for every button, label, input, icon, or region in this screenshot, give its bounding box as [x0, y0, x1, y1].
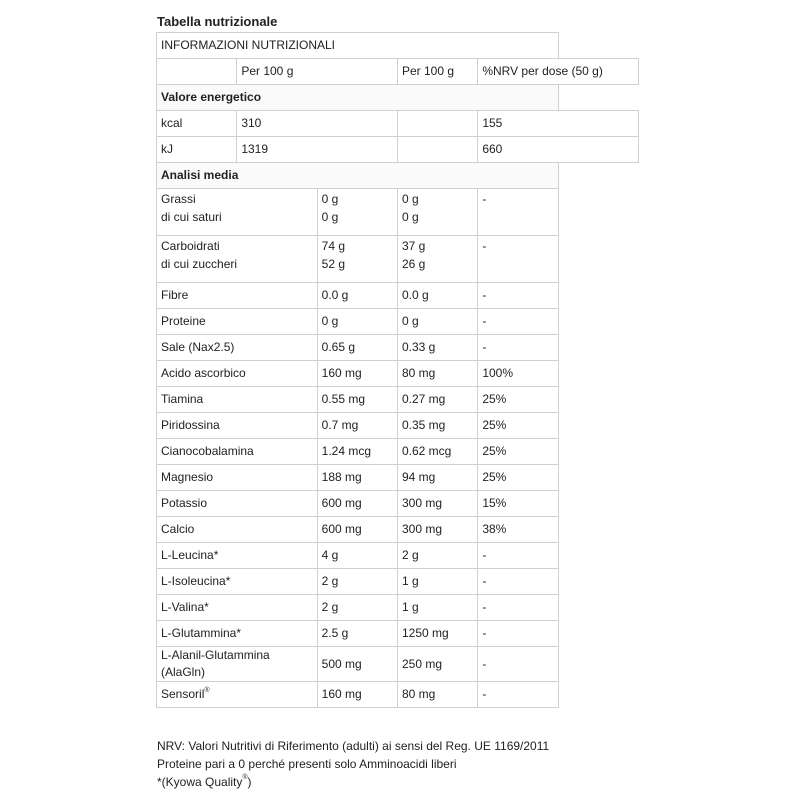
- table-header: INFORMAZIONI NUTRIZIONALI: [157, 33, 559, 59]
- nutrient-nrv: -: [478, 621, 558, 647]
- nutrient-dose: 0.27 mg: [397, 387, 477, 413]
- nutrient-nrv: 100%: [478, 361, 558, 387]
- energy-row: [157, 137, 639, 163]
- nutrient-name: Proteine: [157, 309, 318, 335]
- nutrient-per100: 2 g: [317, 595, 397, 621]
- energy-dose: 155: [478, 111, 639, 137]
- nutrient-per100: 600 mg: [317, 517, 397, 543]
- nutrient-per100: 4 g: [317, 543, 397, 569]
- nutrient-nrv: -: [478, 595, 558, 621]
- nutrient-dose: 250 mg: [397, 647, 477, 682]
- nutrient-per100: [317, 189, 397, 236]
- footnote-proteine: Proteine pari a 0 perché presenti solo Amminoacidi liberi: [157, 757, 457, 771]
- nutrient-per100: [317, 236, 397, 283]
- nutrient-per100-line: 0 g: [321, 210, 339, 224]
- nutrient-dose-line: 0 g: [401, 210, 419, 224]
- section-row: [157, 85, 639, 111]
- nutrient-row: [157, 413, 639, 439]
- nutrient-name: Magnesio: [157, 465, 318, 491]
- energy-unit: kJ: [157, 137, 237, 163]
- nutrient-dose-line: 0 g: [401, 192, 419, 206]
- nutrient-name: Calcio: [157, 517, 318, 543]
- nutrient-row: [157, 335, 639, 361]
- nutrient-name-line: di cui saturi: [161, 210, 222, 224]
- footnote-kyowa-close: ): [247, 775, 252, 789]
- nutrient-name: Piridossina: [157, 413, 318, 439]
- nutrient-per100: 160 mg: [317, 361, 397, 387]
- nutrient-row: [157, 465, 639, 491]
- nutrient-dose: 0.62 mcg: [397, 439, 477, 465]
- nutrient-name: [157, 236, 318, 283]
- nutrient-per100: 0.0 g: [317, 283, 397, 309]
- nutrient-dose: [397, 236, 477, 283]
- section-title-energy: Valore energetico: [157, 85, 559, 111]
- nutrient-name: Tiamina: [157, 387, 318, 413]
- nutrient-dose: 1 g: [397, 595, 477, 621]
- nutrient-name: Potassio: [157, 491, 318, 517]
- nutrient-per100: 0 g: [317, 309, 397, 335]
- column-header-nrv: %NRV per dose (50 g): [478, 59, 639, 85]
- energy-per100: 310: [237, 111, 398, 137]
- nutrient-row: [157, 309, 639, 335]
- energy-unit: kcal: [157, 111, 237, 137]
- nutrient-nrv: -: [478, 335, 558, 361]
- nutrient-per100-line: 52 g: [321, 257, 346, 271]
- nutrient-row: [157, 283, 639, 309]
- nutrient-dose: 1 g: [397, 569, 477, 595]
- nutrient-dose: 0.0 g: [397, 283, 477, 309]
- nutrient-name: [157, 682, 318, 708]
- nutrient-per100: 1.24 mcg: [317, 439, 397, 465]
- nutrient-name: L-Valina*: [157, 595, 318, 621]
- nutrient-per100: 188 mg: [317, 465, 397, 491]
- nutrient-row: [157, 517, 639, 543]
- nutrient-name: L-Isoleucina*: [157, 569, 318, 595]
- energy-per100: 1319: [237, 137, 398, 163]
- nutrient-dose: 2 g: [397, 543, 477, 569]
- nutrient-nrv: -: [478, 569, 558, 595]
- nutrient-row: [157, 647, 639, 682]
- footnote-kyowa: [157, 773, 549, 791]
- table-header-row: [157, 33, 639, 59]
- nutrient-nrv: 25%: [478, 413, 558, 439]
- section-row: [157, 163, 639, 189]
- nutrient-row: [157, 682, 639, 708]
- nutrition-table: [156, 32, 639, 708]
- section-title-analysis: Analisi media: [157, 163, 559, 189]
- energy-dose: 660: [478, 137, 639, 163]
- nutrient-nrv: -: [478, 283, 558, 309]
- nutrient-name: Cianocobalamina: [157, 439, 318, 465]
- nutrient-row: [157, 621, 639, 647]
- nutrient-row-double: [157, 236, 639, 283]
- nutrient-dose: 0.33 g: [397, 335, 477, 361]
- nutrient-per100: 160 mg: [317, 682, 397, 708]
- nutrient-dose: 1250 mg: [397, 621, 477, 647]
- nutrient-row: [157, 387, 639, 413]
- nutrient-name: [157, 189, 318, 236]
- nutrient-nrv: 25%: [478, 387, 558, 413]
- nutrient-nrv: -: [478, 682, 558, 708]
- nutrient-row: [157, 543, 639, 569]
- nutrient-per100: 0.7 mg: [317, 413, 397, 439]
- nutrient-per100: 0.55 mg: [317, 387, 397, 413]
- nutrient-nrv: -: [478, 647, 558, 682]
- nutrient-per100-line: 74 g: [321, 239, 346, 253]
- nutrient-row: [157, 595, 639, 621]
- nutrient-name: Acido ascorbico: [157, 361, 318, 387]
- registered-mark: ®: [204, 687, 210, 694]
- nutrient-nrv: 25%: [478, 465, 558, 491]
- column-header-per100-a: Per 100 g: [237, 59, 398, 85]
- nutrient-name-line: Carboidrati: [161, 239, 220, 253]
- nutrient-name: Sale (Nax2.5): [157, 335, 318, 361]
- nutrient-row: [157, 569, 639, 595]
- nutrient-name: L-Glutammina*: [157, 621, 318, 647]
- footnote-nrv: NRV: Valori Nutritivi di Riferimento (adulti) ai sensi del Reg. UE 1169/2011: [157, 739, 550, 753]
- nutrient-nrv: 38%: [478, 517, 558, 543]
- nutrient-per100: 2 g: [317, 569, 397, 595]
- nutrient-dose: 0.35 mg: [397, 413, 477, 439]
- nutrient-dose: 300 mg: [397, 491, 477, 517]
- nutrient-dose: 300 mg: [397, 517, 477, 543]
- nutrient-name: L-Alanil-Glutammina (AlaGln): [157, 647, 318, 682]
- nutrient-name: L-Leucina*: [157, 543, 318, 569]
- nutrient-nrv: -: [478, 543, 558, 569]
- nutrient-row-double: [157, 189, 639, 236]
- nutrient-nrv: -: [478, 189, 558, 236]
- footnotes: [157, 737, 549, 791]
- registered-mark: ®: [242, 774, 248, 781]
- nutrient-per100: 2.5 g: [317, 621, 397, 647]
- column-header-row: [157, 59, 639, 85]
- nutrient-dose-line: 26 g: [401, 257, 426, 271]
- nutrient-name-line: di cui zuccheri: [161, 257, 238, 271]
- energy-blank: [397, 137, 477, 163]
- nutrient-name-line: Grassi: [161, 192, 196, 206]
- nutrient-dose: [397, 189, 477, 236]
- nutrient-dose: 94 mg: [397, 465, 477, 491]
- energy-row: [157, 111, 639, 137]
- nutrient-per100-line: 0 g: [321, 192, 339, 206]
- nutrient-nrv: 15%: [478, 491, 558, 517]
- nutrient-dose: 0 g: [397, 309, 477, 335]
- footnote-kyowa-text: *(Kyowa Quality: [157, 775, 243, 789]
- nutrient-nrv: 25%: [478, 439, 558, 465]
- nutrient-nrv: -: [478, 236, 558, 283]
- table-title: Tabella nutrizionale: [157, 14, 278, 29]
- nutrient-row: [157, 439, 639, 465]
- nutrient-per100: 600 mg: [317, 491, 397, 517]
- nutrient-name: Fibre: [157, 283, 318, 309]
- column-header-empty: [157, 59, 237, 85]
- column-header-per100-b: Per 100 g: [397, 59, 477, 85]
- nutrient-dose-line: 37 g: [401, 239, 426, 253]
- nutrient-dose: 80 mg: [397, 682, 477, 708]
- nutrient-nrv: -: [478, 309, 558, 335]
- nutrient-per100: 500 mg: [317, 647, 397, 682]
- nutrient-row: [157, 361, 639, 387]
- nutrient-name-text: Sensoril: [161, 687, 205, 701]
- energy-blank: [397, 111, 477, 137]
- nutrient-dose: 80 mg: [397, 361, 477, 387]
- nutrient-row: [157, 491, 639, 517]
- nutrient-per100: 0.65 g: [317, 335, 397, 361]
